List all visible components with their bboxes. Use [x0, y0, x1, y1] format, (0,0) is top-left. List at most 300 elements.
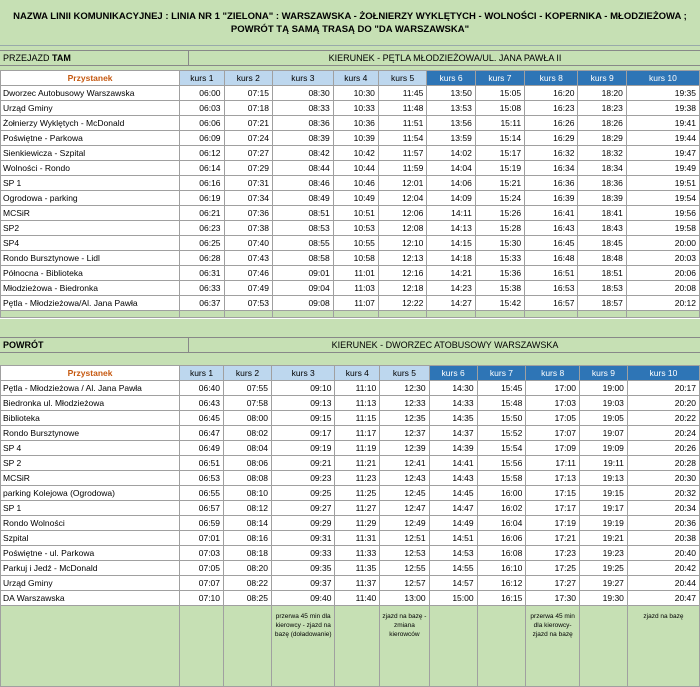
departure-time: 10:30: [333, 86, 378, 101]
departure-time: 11:33: [335, 546, 380, 561]
departure-time: 17:25: [526, 561, 580, 576]
course-note: [335, 606, 380, 687]
departure-time: 16:29: [525, 131, 578, 146]
departure-time: 18:43: [578, 221, 626, 236]
departure-time: 14:02: [427, 146, 475, 161]
course-note: [1, 606, 180, 687]
departure-time: 07:29: [224, 161, 272, 176]
course-header: kurs 3: [273, 71, 334, 86]
departure-time: 15:54: [477, 441, 526, 456]
departure-time: 11:10: [335, 381, 380, 396]
table-row: [1, 101, 700, 116]
departure-time: 17:19: [526, 516, 580, 531]
departure-time: 08:42: [273, 146, 334, 161]
departure-time: 20:40: [627, 546, 699, 561]
departure-time: 11:17: [335, 426, 380, 441]
departure-time: 16:08: [477, 546, 526, 561]
stop-name: Ogrodowa - parking: [1, 191, 180, 206]
departure-time: 08:08: [224, 471, 272, 486]
stop-name: Rondo Bursztynowe - Lidl: [1, 251, 180, 266]
departure-time: 06:19: [180, 191, 224, 206]
departure-time: 07:34: [224, 191, 272, 206]
departure-time: 11:59: [378, 161, 426, 176]
filler-cell: [475, 311, 524, 318]
departure-time: 07:15: [224, 86, 272, 101]
departure-time: 15:38: [475, 281, 524, 296]
course-header: kurs 7: [477, 366, 526, 381]
course-header: kurs 9: [579, 366, 627, 381]
course-header: kurs 1: [180, 71, 224, 86]
departure-time: 16:45: [525, 236, 578, 251]
departure-time: 08:33: [273, 101, 334, 116]
departure-time: 19:25: [579, 561, 627, 576]
departure-time: 08:06: [224, 456, 272, 471]
departure-time: 10:58: [333, 251, 378, 266]
timetable-title: [0, 0, 700, 46]
departure-time: 12:06: [378, 206, 426, 221]
departure-time: 06:09: [180, 131, 224, 146]
departure-time: 19:51: [626, 176, 699, 191]
departure-time: 15:24: [475, 191, 524, 206]
filler-cell: [525, 311, 578, 318]
table-row: [1, 281, 700, 296]
table-row: [1, 146, 700, 161]
table-row: [1, 296, 700, 311]
departure-time: 18:51: [578, 266, 626, 281]
table-row: [1, 486, 700, 501]
departure-time: 17:11: [526, 456, 580, 471]
departure-time: 11:19: [335, 441, 380, 456]
filler-cell: [626, 311, 699, 318]
stop-name: DA Warszawska: [1, 591, 180, 606]
departure-time: 17:03: [526, 396, 580, 411]
departure-time: 20:24: [627, 426, 699, 441]
timetable-tam: [0, 70, 700, 318]
departure-time: 12:45: [380, 486, 429, 501]
departure-time: 12:49: [380, 516, 429, 531]
departure-time: 08:22: [224, 576, 272, 591]
course-header: kurs 10: [627, 366, 699, 381]
stop-name: Młodzieżowa - Biedronka: [1, 281, 180, 296]
departure-time: 14:37: [429, 426, 477, 441]
departure-time: 11:07: [333, 296, 378, 311]
filler-cell: [180, 311, 224, 318]
departure-time: 08:36: [273, 116, 334, 131]
departure-time: 07:21: [224, 116, 272, 131]
departure-time: 06:28: [180, 251, 224, 266]
table-row: [1, 221, 700, 236]
table-row: [1, 191, 700, 206]
departure-time: 07:10: [180, 591, 224, 606]
filler-cell: [273, 311, 334, 318]
section-powrot-direction: KIERUNEK - DWORZEC ATOBUSOWY WARSZAWSKA: [188, 338, 700, 352]
departure-time: 13:50: [427, 86, 475, 101]
departure-time: 20:28: [627, 456, 699, 471]
departure-time: 17:21: [526, 531, 580, 546]
departure-time: 14:15: [427, 236, 475, 251]
departure-time: 16:00: [477, 486, 526, 501]
departure-time: 16:48: [525, 251, 578, 266]
departure-time: 19:09: [579, 441, 627, 456]
departure-time: 07:07: [180, 576, 224, 591]
departure-time: 06:37: [180, 296, 224, 311]
stop-name: Pętla - Młodzieżowa / Al. Jana Pawła: [1, 381, 180, 396]
departure-time: 15:42: [475, 296, 524, 311]
departure-time: 07:58: [224, 396, 272, 411]
title-line-1: NAZWA LINII KOMUNIKACYJNEJ : LINIA NR 1 "ZIELONA" : WARSZAWSKA - ŻOŁNIERZY WYKLĘTYCH - WOLNOŚCI - KOPERNIKA - MŁODZIEŻOWA ;: [13, 11, 687, 22]
course-note: [429, 606, 477, 687]
departure-time: 15:50: [477, 411, 526, 426]
departure-time: 09:10: [271, 381, 335, 396]
departure-time: 14:53: [429, 546, 477, 561]
departure-time: 10:55: [333, 236, 378, 251]
departure-time: 20:00: [626, 236, 699, 251]
departure-time: 17:07: [526, 426, 580, 441]
departure-time: 08:00: [224, 411, 272, 426]
departure-time: 11:48: [378, 101, 426, 116]
departure-time: 08:58: [273, 251, 334, 266]
departure-time: 09:27: [271, 501, 335, 516]
departure-time: 13:00: [380, 591, 429, 606]
departure-time: 12:04: [378, 191, 426, 206]
departure-time: 15:45: [477, 381, 526, 396]
departure-time: 07:36: [224, 206, 272, 221]
stop-name: MCSiR: [1, 206, 180, 221]
departure-time: 16:12: [477, 576, 526, 591]
departure-time: 18:23: [578, 101, 626, 116]
departure-time: 09:40: [271, 591, 335, 606]
course-note: [180, 606, 224, 687]
departure-time: 09:13: [271, 396, 335, 411]
departure-time: 12:18: [378, 281, 426, 296]
departure-time: 14:23: [427, 281, 475, 296]
table-row: [1, 591, 700, 606]
course-header: kurs 1: [180, 366, 224, 381]
stop-name: Biblioteka: [1, 411, 180, 426]
stop-name: Parkuj i Jedź - McDonald: [1, 561, 180, 576]
table-row: [1, 576, 700, 591]
departure-time: 10:33: [333, 101, 378, 116]
table-row: [1, 176, 700, 191]
departure-time: 08:20: [224, 561, 272, 576]
departure-time: 11:15: [335, 411, 380, 426]
course-header: kurs 2: [224, 366, 272, 381]
course-header: kurs 9: [578, 71, 626, 86]
departure-time: 19:27: [579, 576, 627, 591]
departure-time: 08:53: [273, 221, 334, 236]
departure-time: 19:41: [626, 116, 699, 131]
stop-name: Urząd Gminy: [1, 101, 180, 116]
filler-cell: [427, 311, 475, 318]
departure-time: 12:51: [380, 531, 429, 546]
departure-time: 19:19: [579, 516, 627, 531]
departure-time: 07:27: [224, 146, 272, 161]
departure-time: 16:02: [477, 501, 526, 516]
stop-name: Sienkiewicza - Szpital: [1, 146, 180, 161]
table-row: [1, 426, 700, 441]
departure-time: 14:47: [429, 501, 477, 516]
stop-name: SP 4: [1, 441, 180, 456]
departure-time: 15:58: [477, 471, 526, 486]
stop-column-header: Przystanek: [1, 366, 180, 381]
departure-time: 15:14: [475, 131, 524, 146]
departure-time: 20:47: [627, 591, 699, 606]
departure-time: 08:55: [273, 236, 334, 251]
departure-time: 16:53: [525, 281, 578, 296]
departure-time: 06:14: [180, 161, 224, 176]
departure-time: 14:35: [429, 411, 477, 426]
departure-time: 06:25: [180, 236, 224, 251]
departure-time: 18:39: [578, 191, 626, 206]
departure-time: 12:41: [380, 456, 429, 471]
departure-time: 06:00: [180, 86, 224, 101]
stop-name: Poświętne - Parkowa: [1, 131, 180, 146]
stop-name: parking Kolejowa (Ogrodowa): [1, 486, 180, 501]
departure-time: 19:30: [579, 591, 627, 606]
departure-time: 17:09: [526, 441, 580, 456]
departure-time: 11:51: [378, 116, 426, 131]
departure-time: 09:21: [271, 456, 335, 471]
departure-time: 06:43: [180, 396, 224, 411]
table-row: [1, 251, 700, 266]
departure-time: 19:07: [579, 426, 627, 441]
departure-time: 11:37: [335, 576, 380, 591]
departure-time: 15:30: [475, 236, 524, 251]
departure-time: 07:01: [180, 531, 224, 546]
departure-time: 15:33: [475, 251, 524, 266]
section-powrot-bar: [0, 337, 700, 353]
departure-time: 15:11: [475, 116, 524, 131]
course-header: kurs 8: [525, 71, 578, 86]
departure-time: 20:20: [627, 396, 699, 411]
departure-time: 15:21: [475, 176, 524, 191]
departure-time: 06:49: [180, 441, 224, 456]
course-header: kurs 7: [475, 71, 524, 86]
departure-time: 18:41: [578, 206, 626, 221]
departure-time: 20:30: [627, 471, 699, 486]
departure-time: 15:28: [475, 221, 524, 236]
departure-time: 11:40: [335, 591, 380, 606]
course-note: przerwa 45 min dla kierowcy-zjazd na bazę: [526, 606, 580, 687]
stop-name: Biedronka ul. Młodzieżowa: [1, 396, 180, 411]
section-tam-bar: [0, 50, 700, 66]
departure-time: 10:49: [333, 191, 378, 206]
departure-time: 11:01: [333, 266, 378, 281]
departure-time: 07:40: [224, 236, 272, 251]
course-note: zjazd na bazę - zmiana kierowców: [380, 606, 429, 687]
course-note: [579, 606, 627, 687]
departure-time: 19:54: [626, 191, 699, 206]
departure-time: 08:44: [273, 161, 334, 176]
course-header: kurs 5: [378, 71, 426, 86]
departure-time: 09:15: [271, 411, 335, 426]
departure-time: 07:24: [224, 131, 272, 146]
departure-time: 11:23: [335, 471, 380, 486]
departure-time: 19:44: [626, 131, 699, 146]
departure-time: 20:12: [626, 296, 699, 311]
departure-time: 17:27: [526, 576, 580, 591]
departure-time: 20:26: [627, 441, 699, 456]
stop-name: Wolności - Rondo: [1, 161, 180, 176]
departure-time: 10:53: [333, 221, 378, 236]
departure-time: 16:10: [477, 561, 526, 576]
departure-time: 11:13: [335, 396, 380, 411]
departure-time: 14:57: [429, 576, 477, 591]
departure-time: 09:17: [271, 426, 335, 441]
departure-time: 11:03: [333, 281, 378, 296]
departure-time: 14:06: [427, 176, 475, 191]
departure-time: 18:57: [578, 296, 626, 311]
departure-time: 16:32: [525, 146, 578, 161]
departure-time: 16:34: [525, 161, 578, 176]
table-row: [1, 131, 700, 146]
table-row: [1, 206, 700, 221]
departure-time: 15:48: [477, 396, 526, 411]
departure-time: 14:04: [427, 161, 475, 176]
departure-time: 11:45: [378, 86, 426, 101]
stop-name: SP2: [1, 221, 180, 236]
departure-time: 10:42: [333, 146, 378, 161]
course-header-row: [1, 71, 700, 86]
stop-name: Poświętne - ul. Parkowa: [1, 546, 180, 561]
table-row: [1, 456, 700, 471]
departure-time: 20:44: [627, 576, 699, 591]
departure-time: 14:43: [429, 471, 477, 486]
departure-time: 07:53: [224, 296, 272, 311]
departure-time: 14:41: [429, 456, 477, 471]
departure-time: 19:13: [579, 471, 627, 486]
departure-time: 06:33: [180, 281, 224, 296]
table-row: [1, 266, 700, 281]
departure-time: 11:27: [335, 501, 380, 516]
departure-time: 06:57: [180, 501, 224, 516]
departure-time: 12:37: [380, 426, 429, 441]
departure-time: 12:39: [380, 441, 429, 456]
departure-time: 06:03: [180, 101, 224, 116]
departure-time: 09:31: [271, 531, 335, 546]
departure-time: 07:49: [224, 281, 272, 296]
departure-time: 08:18: [224, 546, 272, 561]
departure-time: 12:55: [380, 561, 429, 576]
departure-time: 19:49: [626, 161, 699, 176]
departure-time: 08:25: [224, 591, 272, 606]
stop-name: SP 1: [1, 176, 180, 191]
departure-time: 14:11: [427, 206, 475, 221]
departure-time: 19:58: [626, 221, 699, 236]
departure-time: 19:56: [626, 206, 699, 221]
departure-time: 13:53: [427, 101, 475, 116]
departure-time: 07:46: [224, 266, 272, 281]
departure-time: 15:05: [475, 86, 524, 101]
departure-time: 06:16: [180, 176, 224, 191]
departure-time: 12:08: [378, 221, 426, 236]
departure-time: 15:56: [477, 456, 526, 471]
departure-time: 18:53: [578, 281, 626, 296]
departure-time: 19:05: [579, 411, 627, 426]
departure-time: 20:42: [627, 561, 699, 576]
departure-time: 06:45: [180, 411, 224, 426]
departure-time: 14:33: [429, 396, 477, 411]
departure-time: 20:36: [627, 516, 699, 531]
departure-time: 13:56: [427, 116, 475, 131]
departure-time: 06:59: [180, 516, 224, 531]
departure-time: 12:22: [378, 296, 426, 311]
departure-time: 19:38: [626, 101, 699, 116]
departure-time: 08:14: [224, 516, 272, 531]
departure-time: 14:18: [427, 251, 475, 266]
departure-time: 12:13: [378, 251, 426, 266]
departure-time: 07:38: [224, 221, 272, 236]
departure-time: 17:13: [526, 471, 580, 486]
departure-time: 07:55: [224, 381, 272, 396]
departure-time: 18:34: [578, 161, 626, 176]
stop-name: Rondo Bursztynowe: [1, 426, 180, 441]
table-row: [1, 236, 700, 251]
departure-time: 07:05: [180, 561, 224, 576]
departure-time: 18:32: [578, 146, 626, 161]
stop-name: Rondo Wolności: [1, 516, 180, 531]
departure-time: 06:55: [180, 486, 224, 501]
course-header: kurs 8: [526, 366, 580, 381]
departure-time: 08:46: [273, 176, 334, 191]
stop-name: MCSiR: [1, 471, 180, 486]
departure-time: 08:04: [224, 441, 272, 456]
departure-time: 18:20: [578, 86, 626, 101]
departure-time: 16:39: [525, 191, 578, 206]
departure-time: 12:47: [380, 501, 429, 516]
departure-time: 17:23: [526, 546, 580, 561]
departure-time: 20:06: [626, 266, 699, 281]
departure-time: 08:12: [224, 501, 272, 516]
stop-name: Szpital: [1, 531, 180, 546]
departure-time: 16:04: [477, 516, 526, 531]
departure-time: 09:01: [273, 266, 334, 281]
spacer: [0, 353, 700, 365]
departure-time: 09:33: [271, 546, 335, 561]
stop-name: Żołnierzy Wyklętych - McDonald: [1, 116, 180, 131]
departure-time: 06:53: [180, 471, 224, 486]
departure-time: 19:15: [579, 486, 627, 501]
course-note: zjazd na bazę: [627, 606, 699, 687]
departure-time: 16:51: [525, 266, 578, 281]
stop-name: Północna - Biblioteka: [1, 266, 180, 281]
departure-time: 15:26: [475, 206, 524, 221]
departure-time: 19:21: [579, 531, 627, 546]
departure-time: 15:08: [475, 101, 524, 116]
departure-time: 18:45: [578, 236, 626, 251]
departure-time: 16:15: [477, 591, 526, 606]
departure-time: 18:36: [578, 176, 626, 191]
departure-time: 06:12: [180, 146, 224, 161]
departure-time: 19:03: [579, 396, 627, 411]
departure-time: 19:11: [579, 456, 627, 471]
departure-time: 08:16: [224, 531, 272, 546]
table-row: [1, 116, 700, 131]
course-note: [224, 606, 272, 687]
departure-time: 20:22: [627, 411, 699, 426]
departure-time: 16:06: [477, 531, 526, 546]
departure-time: 17:05: [526, 411, 580, 426]
departure-time: 19:23: [579, 546, 627, 561]
departure-time: 16:57: [525, 296, 578, 311]
departure-time: 09:37: [271, 576, 335, 591]
filler-cell: [224, 311, 272, 318]
section-tam-label: PRZEJAZD TAM: [3, 53, 71, 63]
stop-column-header: Przystanek: [1, 71, 180, 86]
filler-cell: [378, 311, 426, 318]
departure-time: 14:27: [427, 296, 475, 311]
departure-time: 14:55: [429, 561, 477, 576]
